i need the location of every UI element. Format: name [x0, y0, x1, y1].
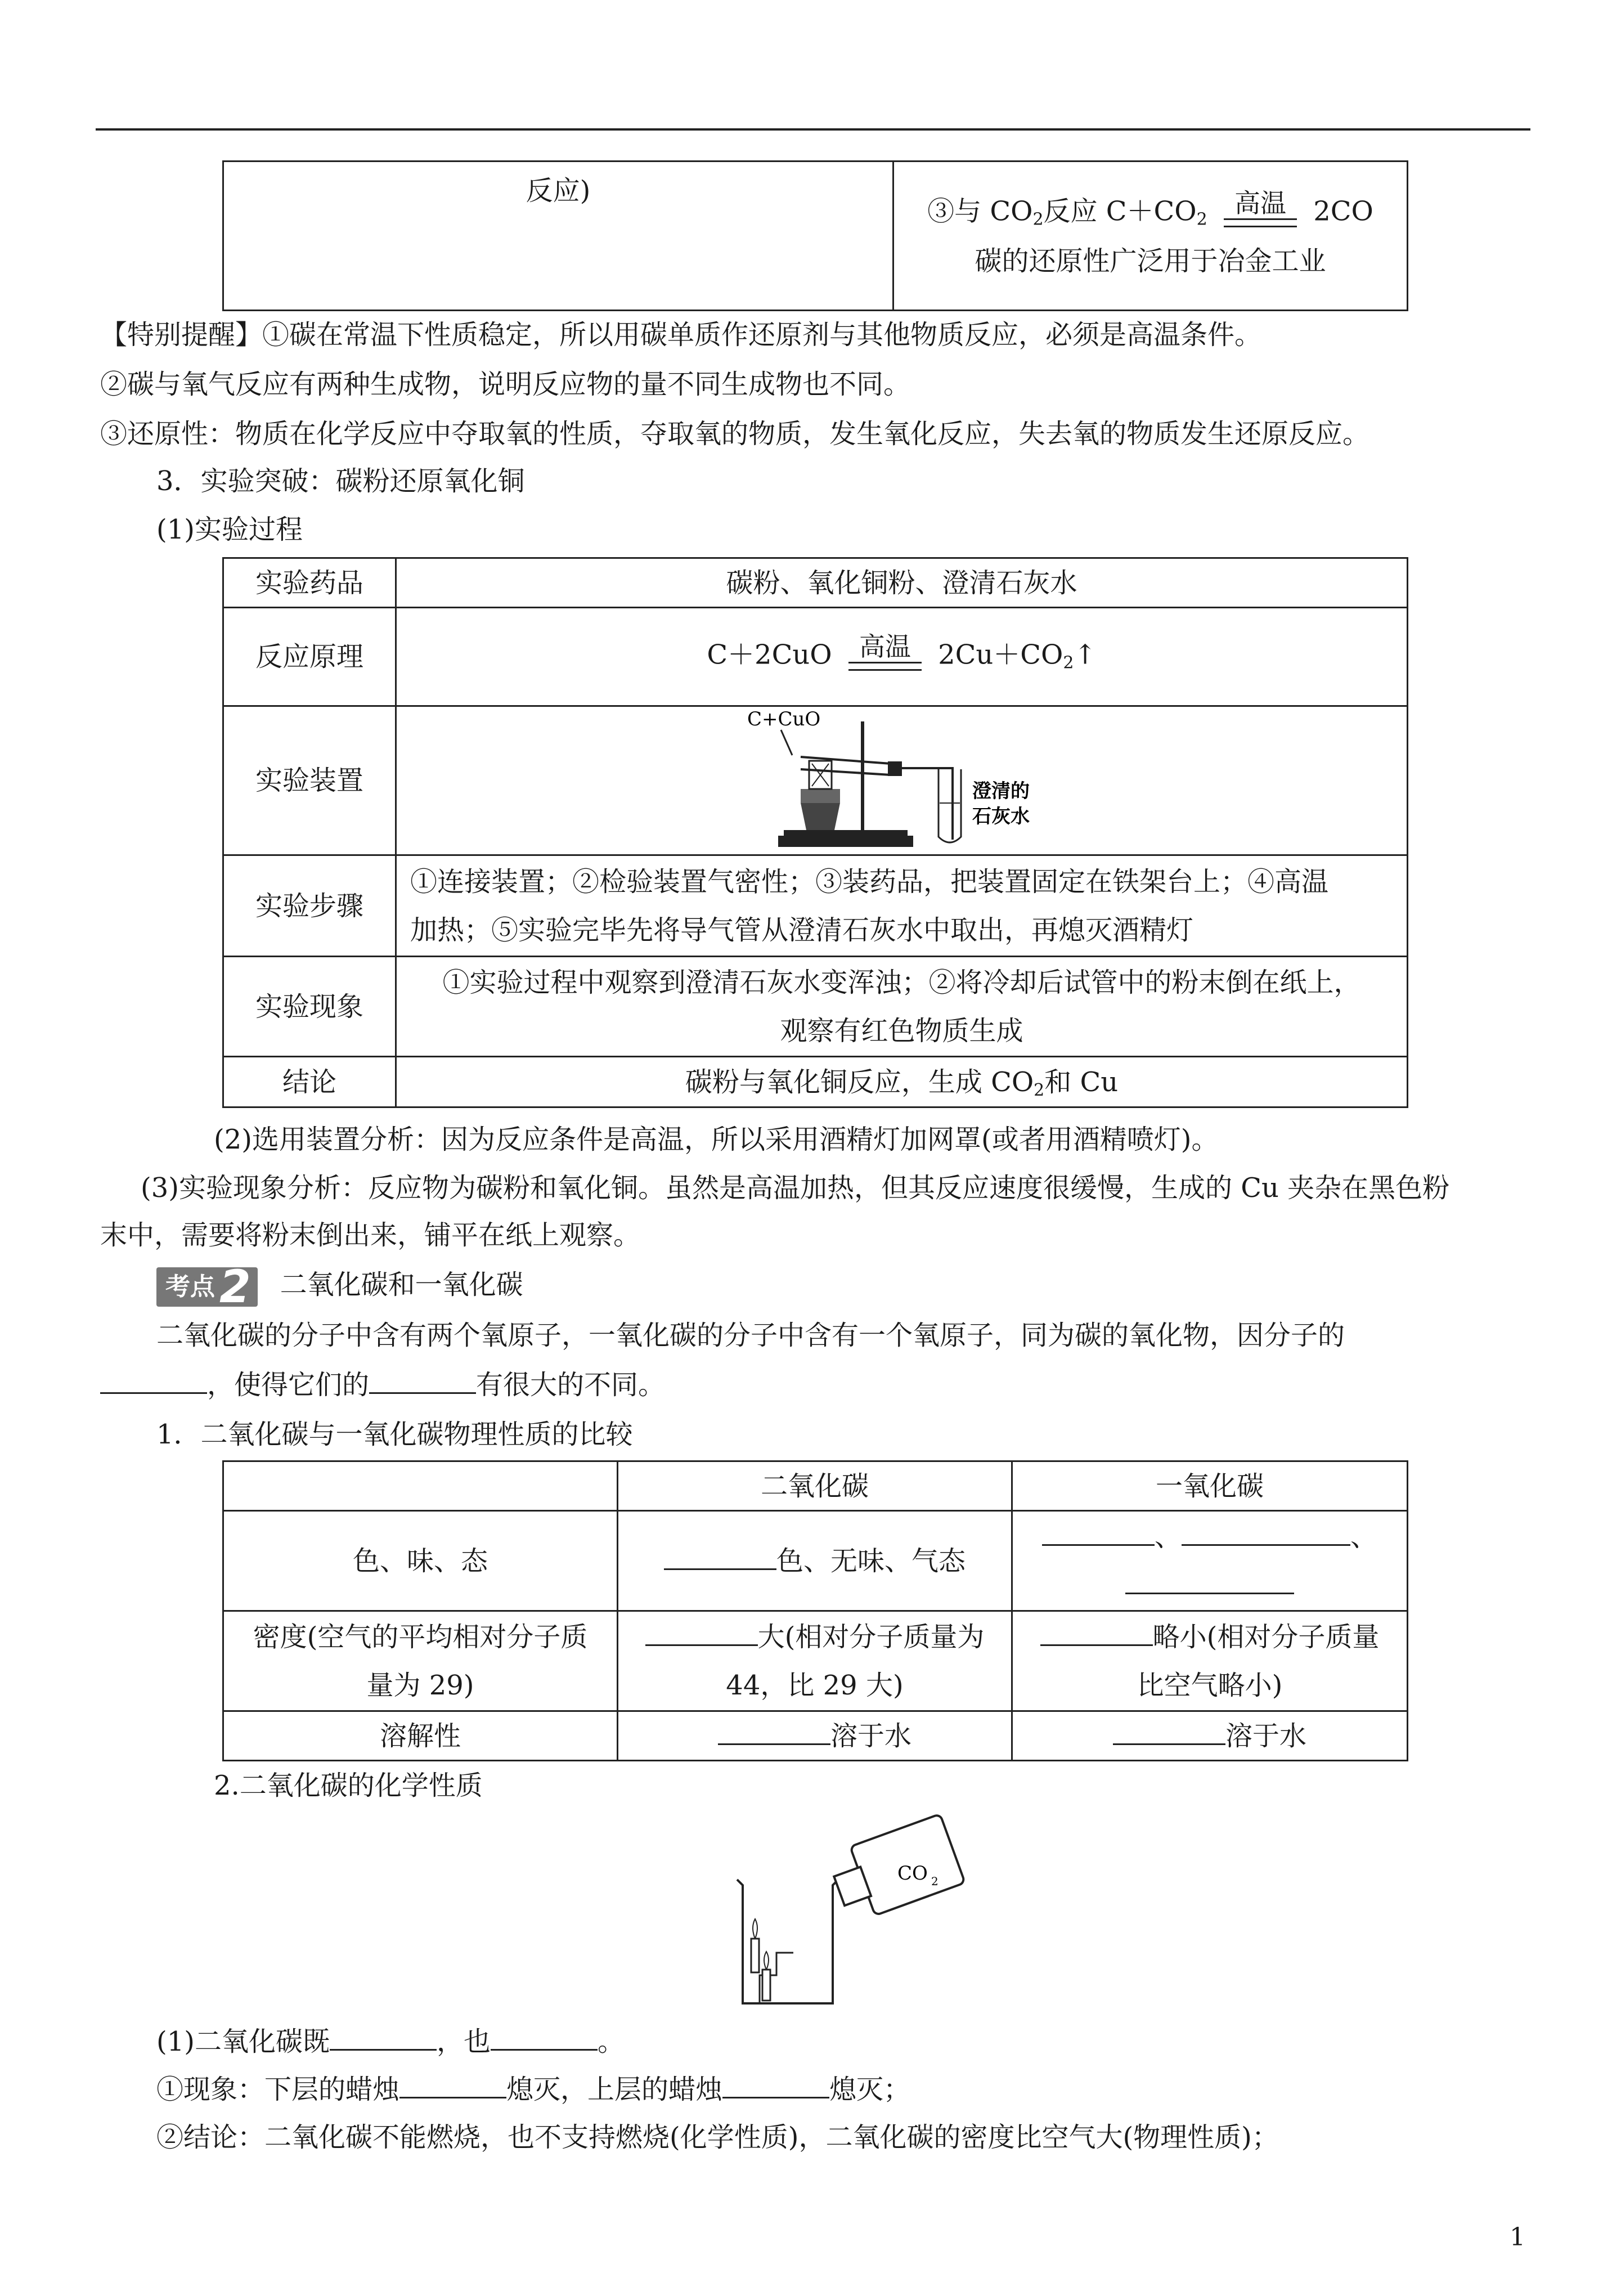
q1-line: (1)二氧化碳既 ，也 。 [156, 2017, 1580, 2066]
exp-phenom-value: ①实验过程中观察到澄清石灰水变浑浊；②将冷却后试管中的粉末倒在纸上， 观察有红色物质生成 [396, 957, 1408, 1057]
row3-co2: 溶于水 [618, 1711, 1012, 1761]
chem-props-title: 2.二氧化碳的化学性质 [214, 1770, 483, 1801]
compare-table [222, 1460, 1408, 1761]
row3-co: 溶于水 [1012, 1711, 1408, 1761]
co2-pouring-illustration [726, 1806, 973, 2020]
point-2-heading: 考点 2 二氧化碳和一氧化碳 [156, 1261, 1580, 1309]
page-number: 1 [1510, 2223, 1525, 2252]
top-table [222, 160, 1408, 311]
apparatus-illustration [728, 707, 1076, 854]
compare-head-co: 一氧化碳 [1012, 1461, 1408, 1511]
row2-co2: 大(相对分子质量为 44，比 29 大) [618, 1611, 1012, 1711]
row1-co: 、 、 [1012, 1511, 1408, 1611]
exp-device-figure [396, 706, 1408, 855]
row1-label: 色、味、态 [223, 1511, 618, 1611]
exp-steps-value: ①连接装置；②检验装置气密性；③装药品，把装置固定在铁架台上；④高温 加热；⑤实验完毕先将导气管从澄清石灰水中取出，再熄灭酒精灯 [396, 855, 1408, 957]
exp-principle-value: C＋2CuO 高温 $2Cu+CO_2↑$ [396, 608, 1408, 706]
exp-steps-label: 实验步骤 [223, 855, 396, 957]
water-label-2: 石灰水 [972, 805, 1030, 828]
analysis-3-line2: 末中，需要将粉末倒出来，铺平在纸上观察。 [100, 1219, 641, 1251]
conclusion-line: ②结论：二氧化碳不能燃烧，也不支持燃烧(化学性质)，二氧化碳的密度比空气大(物理性质)； [156, 2122, 1279, 2153]
row2-label: 密度(空气的平均相对分子质 量为 29) [223, 1611, 618, 1711]
phenomenon-line: ①现象：下层的蜡烛 熄灭，上层的蜡烛 熄灭； [156, 2065, 1580, 2114]
reminder-line-3: ③还原性：物质在化学反应中夺取氧的性质，夺取氧的物质，发生氧化反应，失去氧的物质发生还原反应。 [100, 418, 1370, 450]
exp-drug-value: 碳粉、氧化铜粉、澄清石灰水 [396, 558, 1408, 608]
compare-head-co2: 二氧化碳 [618, 1461, 1012, 1511]
top-table-right: ③与 $CO_2$反应 $C+CO_2$ 高温 2CO 碳的还原性广泛用于冶金工业 [893, 162, 1408, 311]
compare-title: 1．二氧化碳与一氧化碳物理性质的比较 [156, 1419, 633, 1450]
reaction-condition: 高温 [1224, 188, 1297, 239]
exp-conclusion-label: 结论 [223, 1057, 396, 1107]
reminder-line-2: ②碳与氧气反应有两种生成物，说明反应物的量不同生成物也不同。 [100, 369, 911, 400]
reminder-line-1: 【特别提醒】①碳在常温下性质稳定，所以用碳单质作还原剂与其他物质反应，必须是高温条件。 [100, 319, 1262, 351]
exp-phenom-label: 实验现象 [223, 957, 396, 1057]
principle-condition: 高温 [848, 631, 922, 682]
exp-drug-label: 实验药品 [223, 558, 396, 608]
analysis-2: (2)选用装置分析：因为反应条件是高温，所以采用酒精灯加网罩(或者用酒精喷灯)。 [214, 1124, 1219, 1155]
row1-co2: 色、无味、气态 [618, 1511, 1012, 1611]
intro-line-2: ，使得它们的 有很大的不同。 [100, 1361, 1524, 1409]
compare-head-empty [223, 1461, 618, 1511]
analysis-3-line1: (3)实验现象分析：反应物为碳粉和氧化铜。虽然是高温加热，但其反应速度很缓慢，生成的 Cu 夹杂在黑色粉 [141, 1172, 1450, 1204]
section-3-title: 3．实验突破：碳粉还原氧化铜 [156, 465, 525, 497]
exp-device-label: 实验装置 [223, 706, 396, 855]
water-label-1: 澄清的 [972, 780, 1030, 802]
exp-principle-label: 反应原理 [223, 608, 396, 706]
section-3-sub1: (1)实验过程 [156, 514, 303, 545]
header-rule [96, 128, 1530, 131]
tube-label: C+CuO [747, 708, 820, 730]
experiment-table [222, 557, 1408, 1108]
bottle-label: CO [897, 1862, 928, 1885]
row3-label: 溶解性 [223, 1711, 618, 1761]
exp-conclusion-value: 碳粉与氧化铜反应，生成 $CO_2$和 Cu [396, 1057, 1408, 1107]
point-badge: 考点 2 [156, 1267, 258, 1307]
intro-line-1: 二氧化碳的分子中含有两个氧原子，一氧化碳的分子中含有一个氧原子，同为碳的氧化物，因分子的 [156, 1320, 1345, 1351]
svg-text:2: 2 [931, 1875, 939, 1888]
row2-co: 略小(相对分子质量 比空气略小) [1012, 1611, 1408, 1711]
top-table-left: 反应) [223, 162, 893, 311]
